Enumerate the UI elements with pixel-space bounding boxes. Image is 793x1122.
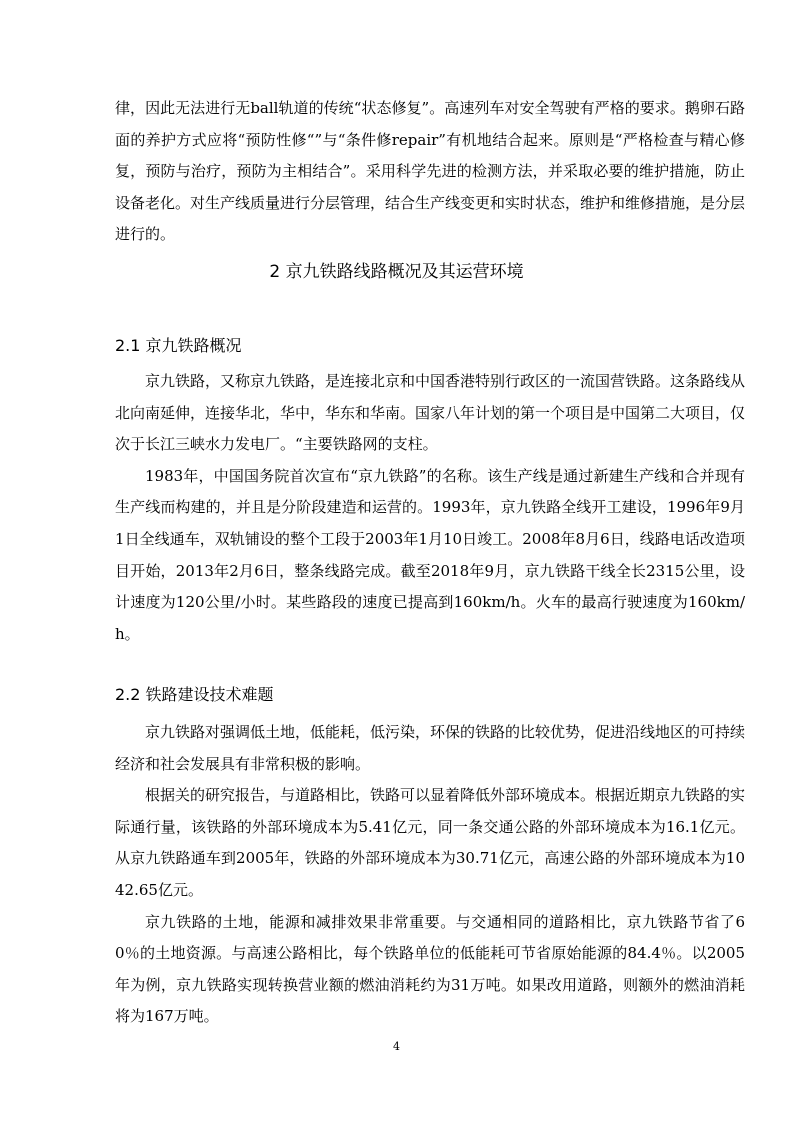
section-2-1-body: [115, 366, 745, 650]
body-paragraph: 京九铁路对强调低土地，低能耗，低污染，环保的铁路的比较优势，促进沿线地区的可持续经济和社会发展具有非常积极的影响。: [115, 723, 746, 773]
page-number: 4: [393, 1040, 400, 1053]
body-paragraph: 1983年，中国国务院首次宣布“京九铁路”的名称。该生产线是通过新建生产线和合并现有生产线而构建的，并且是分阶段建造和运营的。1993年，京九铁路全线开工建设，1996年9月1日全线通车，双轨铺设的整个工段于2003年1月10日竣工。2008年8月6日，线路电话改造项目开始，2013年2月6日，整条线路完成。截至2018年9月，京九铁路干线全长2315公里，设计速度为120公里/小时。某些路段的速度已提高到160km/h。火车的最高行驶速度为160km/h。: [115, 466, 745, 643]
body-paragraph: 京九铁路，又称京九铁路，是连接北京和中国香港特别行政区的一流国营铁路。这条路线从北向南延伸，连接华北，华中，华东和华南。国家八年计划的第一个项目是中国第二大项目，仅次于长江三峡水力发电厂。“主要铁路网的支柱。: [115, 372, 746, 454]
section-heading-2-2: 2.2 铁路建设技术难题: [115, 685, 274, 704]
intro-text: [115, 93, 745, 251]
intro-paragraph: 律，因此无法进行无ball轨道的传统“状态修复”。高速列车对安全驾驶有严格的要求。鹅卵石路面的养护方式应将“预防性修“”与“条件修repair”有机地结合起来。原则是“严格检查与精心修复，预防与治疗，预防为主相结合”。采用科学先进的检测方法，并采取必要的维护措施，防止设备老化。对生产线质量进行分层管理，结合生产线变更和实时状态，维护和维修措施，是分层进行的。: [115, 99, 746, 244]
section-2-2-body: [115, 717, 745, 1033]
chapter-title: 2 京九铁路线路概况及其运营环境: [269, 262, 524, 282]
body-paragraph: 根据关的研究报告，与道路相比，铁路可以显着降低外部环境成本。根据近期京九铁路的实际通行量，该铁路的外部环境成本为5.41亿元，同一条交通公路的外部环境成本为16.1亿元。从京九铁路通车到2005年，铁路的外部环境成本为30.71亿元，高速公路的外部环境成本为1042.65亿元。: [115, 786, 746, 899]
section-heading-2-1: 2.1 京九铁路概况: [115, 336, 242, 355]
body-paragraph: 京九铁路的土地，能源和减排效果非常重要。与交通相同的道路相比，京九铁路节省了60％的土地资源。与高速公路相比，每个铁路单位的低能耗可节省原始能源的84.4％。以2005年为例，京九铁路实现转换营业额的燃油消耗约为31万吨。如果改用道路，则额外的燃油消耗将为167万吨。: [115, 912, 745, 1026]
